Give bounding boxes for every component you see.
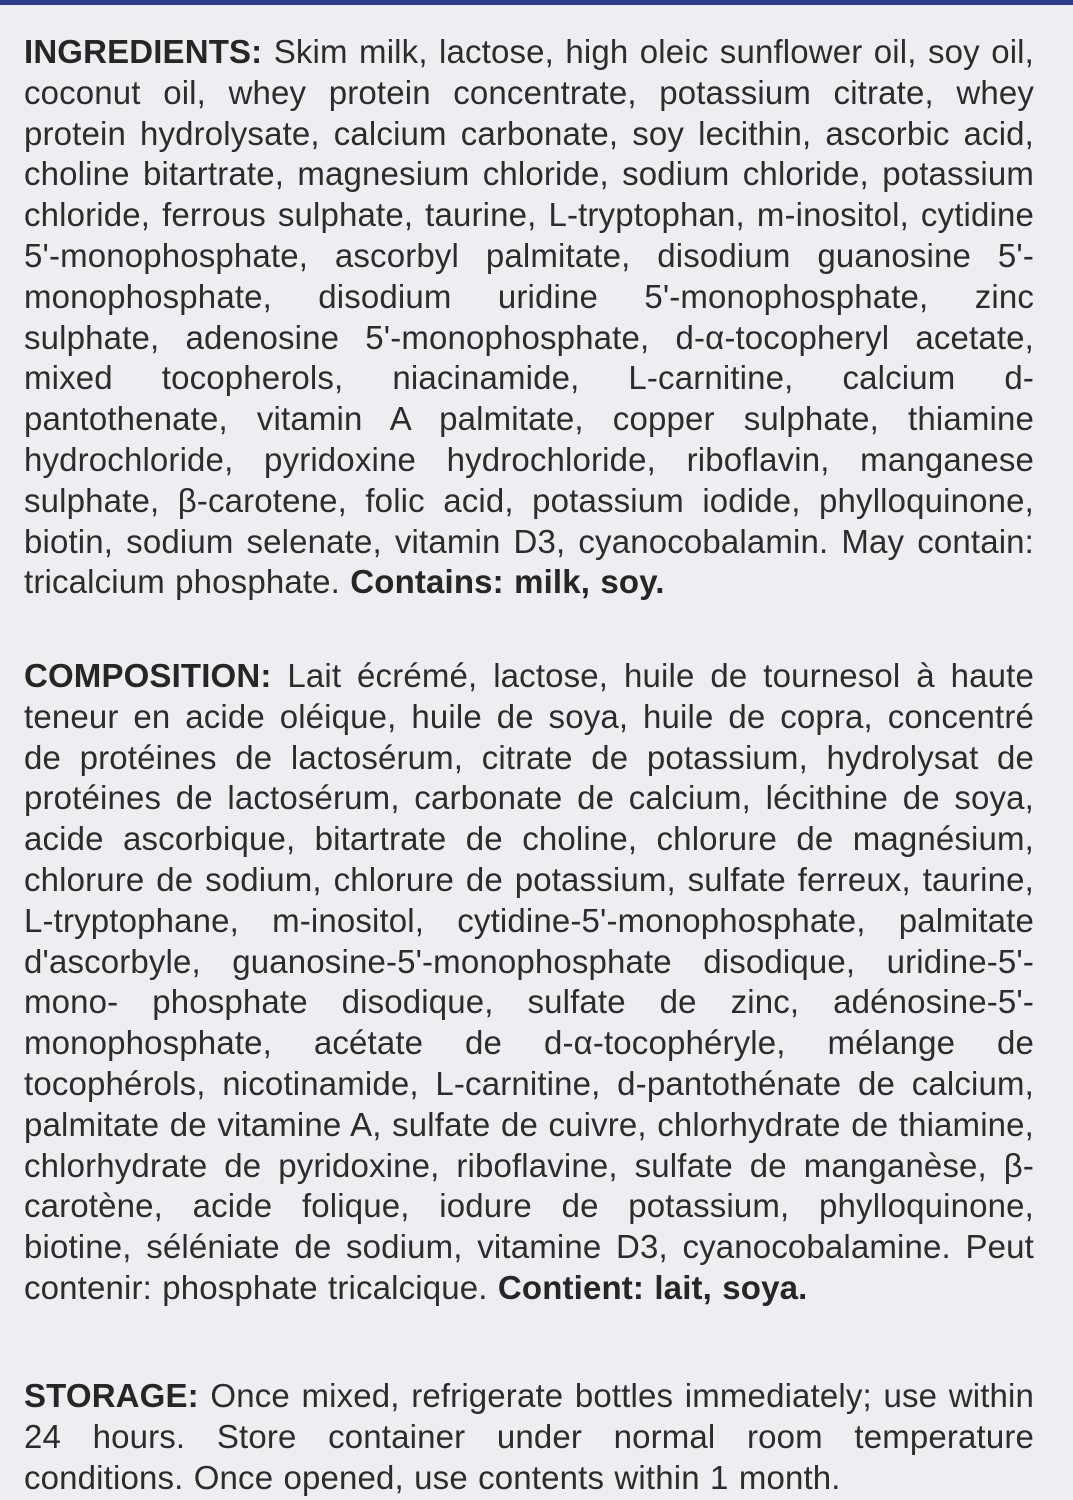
storage-text: Once mixed, refrigerate bottles immediately; use within 24 hours. Store container under normal room temperature conditions. Once opened, use contents within 1 month. <box>24 1377 1034 1496</box>
storage-paragraph <box>24 1376 1034 1498</box>
ingredients-allergens: Contains: milk, soy. <box>350 563 665 601</box>
storage-heading: STORAGE: <box>24 1377 199 1414</box>
ingredients-heading: INGREDIENTS: <box>24 33 263 70</box>
composition-paragraph <box>24 656 1034 1309</box>
top-border-rule <box>0 0 1073 5</box>
ingredients-text: Skim milk, lactose, high oleic sunflower oil, soy oil, coconut oil, whey protein concentrate, potassium citrate, whey protein hydrolysate, calcium carbonate, soy lecithin, ascorbic acid, choline bitartrate, magnesium chloride, sodium chloride, potassium chloride, ferrous sulphate, taurine, L-tryptophan, m-inositol, cytidine 5'-monophosphate, ascorbyl palmitate, disodium guanosine 5'-monophosphate, disodium uridine 5'-monophosphate, zinc sulphate, adenosine 5'-monophosphate, d-α-tocopheryl acetate, mixed tocopherols, niacinamide, L-carnitine, calcium d-pantothenate, vitamin A palmitate, copper sulphate, thiamine hydrochloride, pyridoxine hydrochloride, riboflavin, manganese sulphate, β-carotene, folic acid, potassium iodide, phylloquinone, biotin, sodium selenate, vitamin D3, cyanocobalamin. May contain: tricalcium phosphate. <box>24 33 1034 601</box>
ingredients-paragraph <box>24 32 1034 603</box>
composition-allergens: Contient: lait, soya. <box>497 1268 808 1306</box>
composition-text: Lait écrémé, lactose, huile de tournesol à haute teneur en acide oléique, huile de soya, huile de copra, concentré de protéines de lactosérum, citrate de potassium, hydrolysat de protéines de lactosérum, carbonate de calcium, lécithine de soya, acide ascorbique, bitartrate de choline, chlorure de magnésium, chlorure de sodium, chlorure de potassium, sulfate ferreux, taurine, L-tryptophane, m-inositol, cytidine-5'-monophosphate, palmitate d'ascorbyle, guanosine-5'-monophosphate disodique, uridine-5'-mono- phosphate disodique, sulfate de zinc, adénosine-5'- monophosphate, acétate de d-α-tocophéryle, mélange de tocophérols, nicotinamide, L-carnitine, d-pantothénate de calcium, palmitate de vitamine A, sulfate de cuivre, chlorhydrate de thiamine, chlorhydrate de pyridoxine, riboflavine, sulfate de manganèse, β-carotène, acide folique, iodure de potassium, phylloquinone, biotine, séléniate de sodium, vitamine D3, cyanocobalamine. Peut contenir: phosphate tricalcique. <box>24 657 1034 1306</box>
composition-heading: COMPOSITION: <box>24 657 272 694</box>
